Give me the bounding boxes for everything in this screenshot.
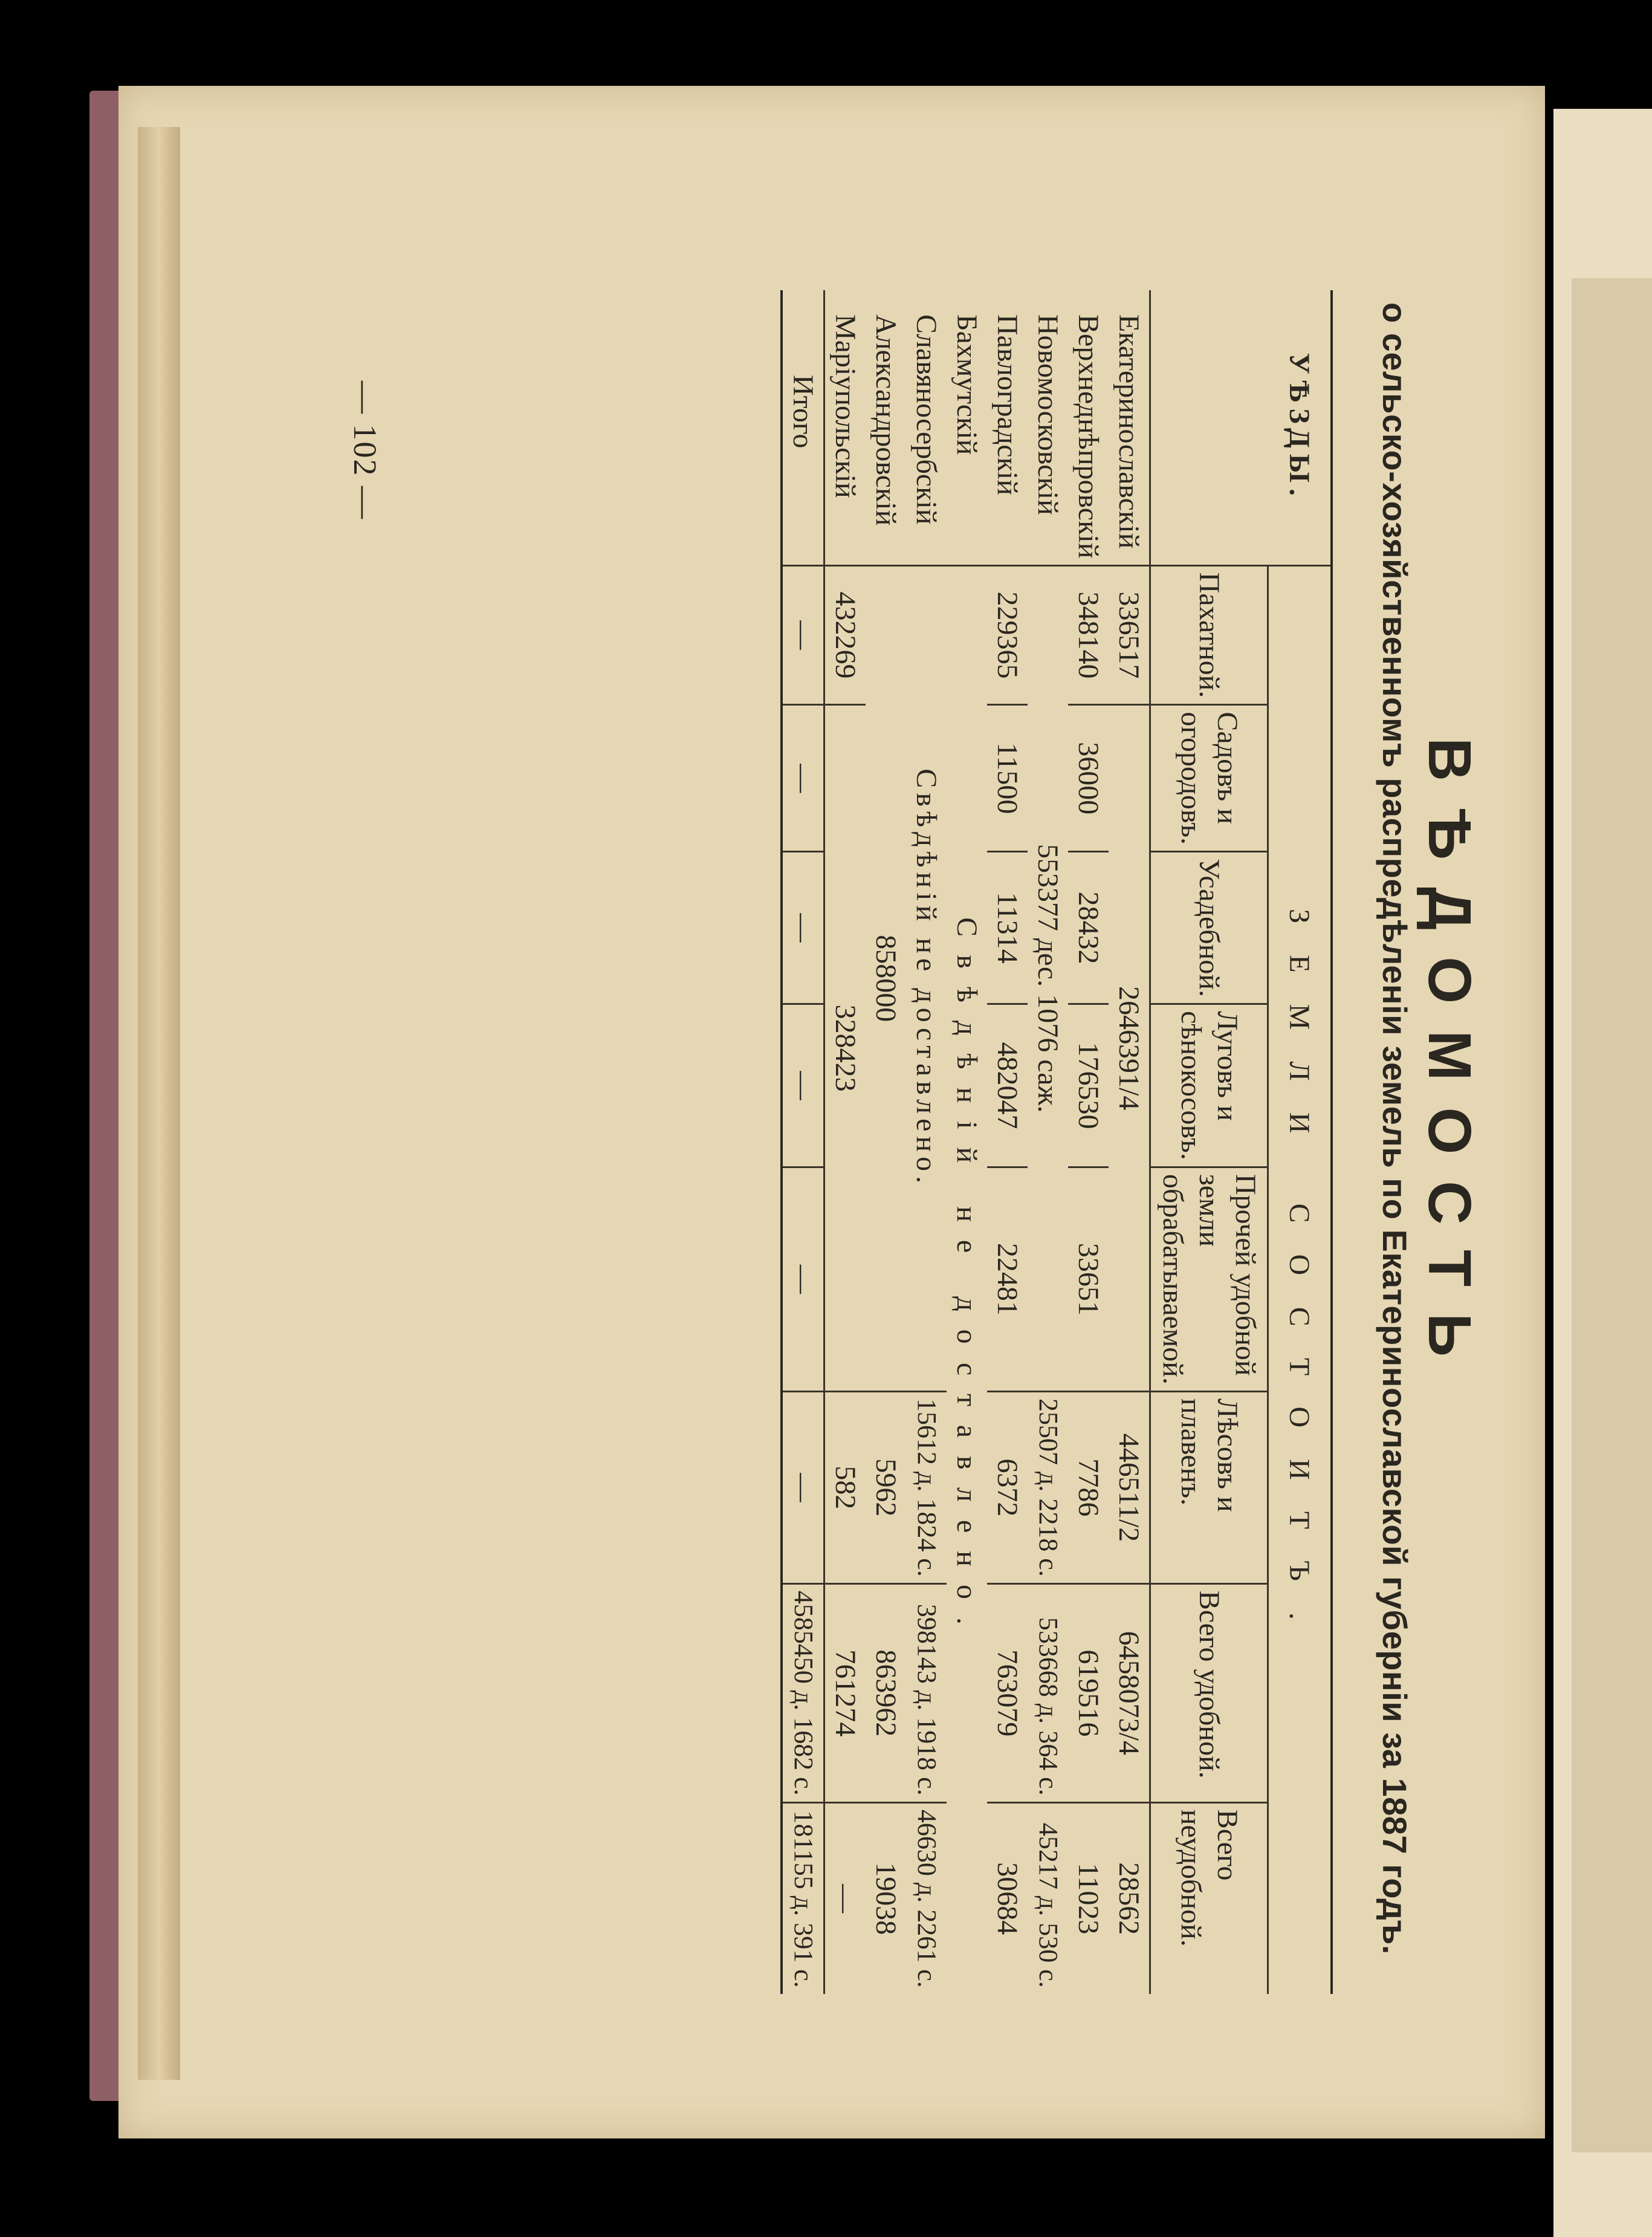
cell-neudob: 46630 д. 2261 с. bbox=[906, 1802, 947, 1993]
total-label: Итого bbox=[782, 290, 824, 565]
cell-lug: 176530 bbox=[1068, 1004, 1109, 1167]
cell-neudob: 30684 bbox=[987, 1802, 1028, 1993]
cell-pakh: 336517 bbox=[1109, 565, 1150, 705]
cell-udob: 761274 bbox=[824, 1583, 866, 1802]
cell-les: 5962 bbox=[866, 1391, 906, 1583]
total-pakh: — bbox=[782, 565, 824, 705]
document-subtitle: о сельско-хозяйственномъ распредѣленіи земель по Екатеринославской губерніи за 1887 годъ. bbox=[1376, 302, 1414, 1955]
cell-udob: 398143 д. 1918 с. bbox=[906, 1583, 947, 1802]
col-header-udob: Всего удобной. bbox=[1150, 1583, 1268, 1802]
uezd-name: Бахмутскій bbox=[951, 314, 983, 455]
cell-neudob: 11023 bbox=[1068, 1802, 1109, 1993]
table-row bbox=[1068, 290, 1109, 1994]
cell-les: 15612 д. 1824 с. bbox=[906, 1391, 947, 1583]
cell-merged: 2646391/4 bbox=[1109, 705, 1150, 1392]
col-header-usad: Усадебной. bbox=[1150, 852, 1268, 1004]
uezd-name: Верхнеднѣпровскій bbox=[1072, 314, 1104, 559]
table-row bbox=[906, 290, 947, 1994]
uezd-name: Славяносербскій bbox=[910, 314, 942, 525]
cell-usad: 28432 bbox=[1068, 852, 1109, 1004]
total-usad: — bbox=[782, 852, 824, 1004]
cell-les: 582 bbox=[824, 1391, 866, 1583]
cell-udob: 619516 bbox=[1068, 1583, 1109, 1802]
table-row bbox=[947, 290, 987, 1994]
table-row bbox=[1028, 290, 1068, 1994]
cell-les: 446511/2 bbox=[1109, 1391, 1150, 1583]
cell-neudob: 28562 bbox=[1109, 1802, 1150, 1993]
document-title: ВѢДОМОСТЬ bbox=[1416, 738, 1483, 1383]
cell-merged: 328423 bbox=[824, 705, 866, 1392]
uezd-name: Новомосковскій bbox=[1032, 314, 1064, 515]
table-row bbox=[866, 290, 906, 1994]
cell-pakh: 432269 bbox=[824, 565, 866, 705]
cell-les: 6372 bbox=[987, 1391, 1028, 1583]
cell-pakh: 348140 bbox=[1068, 565, 1109, 705]
cell-les: 25507 д. 2218 с. bbox=[1028, 1391, 1068, 1583]
no-data-note: Свѣдѣній не доставлено. bbox=[947, 565, 987, 1994]
cell-proch: 33651 bbox=[1068, 1167, 1109, 1391]
cell-sady: 36000 bbox=[1068, 705, 1109, 852]
table-row bbox=[824, 290, 866, 1994]
cell-pakh: 229365 bbox=[987, 565, 1028, 705]
uezd-name: Екатеринославскій bbox=[1113, 314, 1145, 549]
cell-neudob: 19038 bbox=[866, 1802, 906, 1993]
cell-les: 7786 bbox=[1068, 1391, 1109, 1583]
cell-usad: 11314 bbox=[987, 852, 1028, 1004]
cell-sady: 11500 bbox=[987, 705, 1028, 852]
cell-lug: 482047 bbox=[987, 1004, 1028, 1167]
cell-merged: Свѣдѣній не доставлено. bbox=[906, 565, 947, 1391]
col-header-sady: Садовъ и огородовъ. bbox=[1150, 705, 1268, 852]
col-header-proch: Прочей удобной земли обрабатываемой. bbox=[1150, 1167, 1268, 1391]
col-header-pakh: Пахатной. bbox=[1150, 565, 1268, 705]
cell-udob: 863962 bbox=[866, 1583, 906, 1802]
cell-merged: 858000 bbox=[866, 565, 906, 1391]
uezd-name: Александровскій bbox=[870, 314, 902, 526]
total-sady: — bbox=[782, 705, 824, 852]
page-number: — 102 — bbox=[347, 381, 383, 520]
cell-merged: 553377 дес. 1076 саж. bbox=[1028, 565, 1068, 1391]
cell-proch: 22481 bbox=[987, 1167, 1028, 1391]
page-gutter bbox=[138, 127, 180, 2080]
col-header-lug: Луговъ и сѣнокосовъ. bbox=[1150, 1004, 1268, 1167]
total-row bbox=[782, 290, 824, 1994]
cell-neudob: 45217 д. 530 с. bbox=[1028, 1802, 1068, 1993]
total-udob: 4585450 д. 1682 с. bbox=[782, 1583, 824, 1802]
cell-udob: 533668 д. 364 с. bbox=[1028, 1583, 1068, 1802]
rotated-page-content bbox=[305, 290, 1484, 2044]
cell-udob: 763079 bbox=[987, 1583, 1028, 1802]
statistics-table bbox=[780, 290, 1333, 1994]
cell-udob: 6458073/4 bbox=[1109, 1583, 1150, 1802]
uezd-name: Павлоградскій bbox=[991, 314, 1023, 496]
col-header-les: Лѣсовъ и плавенъ. bbox=[1150, 1391, 1268, 1583]
table-row bbox=[987, 290, 1028, 1994]
total-les: — bbox=[782, 1391, 824, 1583]
table-row bbox=[1109, 290, 1150, 1994]
total-proch: — bbox=[782, 1167, 824, 1391]
row-header: УѢЗДЫ. bbox=[1283, 352, 1315, 502]
facing-page-shadow bbox=[1572, 278, 1652, 2152]
total-neudob: 181155 д. 391 с. bbox=[782, 1802, 824, 1993]
col-header-neudob: Всего неудобной. bbox=[1150, 1802, 1268, 1993]
uezd-name: Маріупольскій bbox=[829, 314, 861, 498]
column-group-header: ЗЕМЛИ СОСТОИТЪ. bbox=[1268, 565, 1332, 1994]
total-lug: — bbox=[782, 1004, 824, 1167]
cell-neudob: — bbox=[824, 1802, 866, 1993]
